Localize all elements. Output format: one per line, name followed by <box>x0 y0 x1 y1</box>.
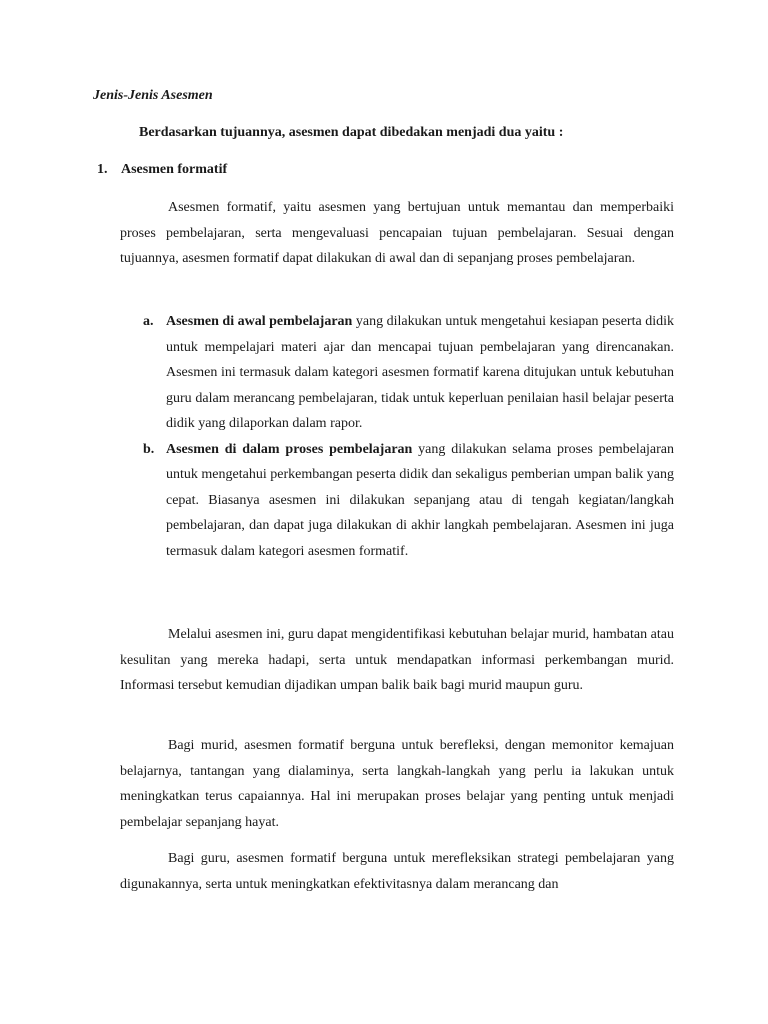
body-paragraph: Bagi murid, asesmen formatif berguna untuk berefleksi, dengan memonitor kemajuan belajarnya, tantangan yang dialaminya, serta langkah-langkah yang perlu ia lakukan untuk meningkatkan terus capaiannya. Hal ini merupakan proses belajar yang penting untuk menjadi pembelajar sepanjang hayat. <box>120 738 674 830</box>
list-item <box>143 437 674 565</box>
list-marker: a. <box>143 314 154 329</box>
document-title: Jenis-Jenis Asesmen <box>93 88 213 103</box>
list-item <box>143 309 674 437</box>
list-item-text: yang dilakukan untuk mengetahui kesiapan peserta didik untuk mempelajari materi ajar dan mencapai tujuan pembelajaran yang direncanakan. Asesmen ini termasuk dalam kategori asesmen formatif karena ditujukan untuk kebutuhan guru dalam merancang pembelajaran, tidak untuk keperluan penilaian hasil belajar peserta didik yang dilaporkan dalam rapor. <box>166 314 674 431</box>
section-heading-text: Asesmen formatif <box>121 162 228 177</box>
list-item-term: Asesmen di dalam proses pembelajaran <box>166 441 413 457</box>
section-heading <box>97 162 227 178</box>
section-number: 1. <box>97 162 108 177</box>
section-paragraph: Asesmen formatif, yaitu asesmen yang bertujuan untuk memantau dan memperbaiki proses pembelajaran, serta mengevaluasi pencapaian tujuan pembelajaran. Sesuai dengan tujuannya, asesmen formatif dapat dilakukan di awal dan di sepanjang proses pembelajaran. <box>120 200 674 266</box>
body-paragraph: Bagi guru, asesmen formatif berguna untuk merefleksikan strategi pembelajaran yang digunakannya, serta untuk meningkatkan efektivitasnya dalam merancang dan <box>120 851 674 892</box>
assessment-list <box>143 309 674 564</box>
list-item-term: Asesmen di awal pembelajaran <box>166 314 353 329</box>
intro-sentence: Berdasarkan tujuannya, asesmen dapat dibedakan menjadi dua yaitu : <box>139 125 564 140</box>
list-marker: b. <box>143 441 155 457</box>
body-paragraph: Melalui asesmen ini, guru dapat mengidentifikasi kebutuhan belajar murid, hambatan atau kesulitan yang mereka hadapi, serta untuk mendapatkan informasi perkembangan murid. Informasi tersebut kemudian dijadikan umpan balik baik bagi murid maupun guru. <box>120 627 674 693</box>
list-item-text: yang dilakukan selama proses pembelajaran untuk mengetahui perkembangan peserta didik dan sekaligus pemberian umpan balik yang cepat. Biasanya asesmen ini dilakukan sepanjang atau di tengah kegiatan/langkah pembelajaran, dan dapat juga dilakukan di akhir langkah pembelajaran. Asesmen ini juga termasuk dalam kategori asesmen formatif. <box>166 441 675 559</box>
